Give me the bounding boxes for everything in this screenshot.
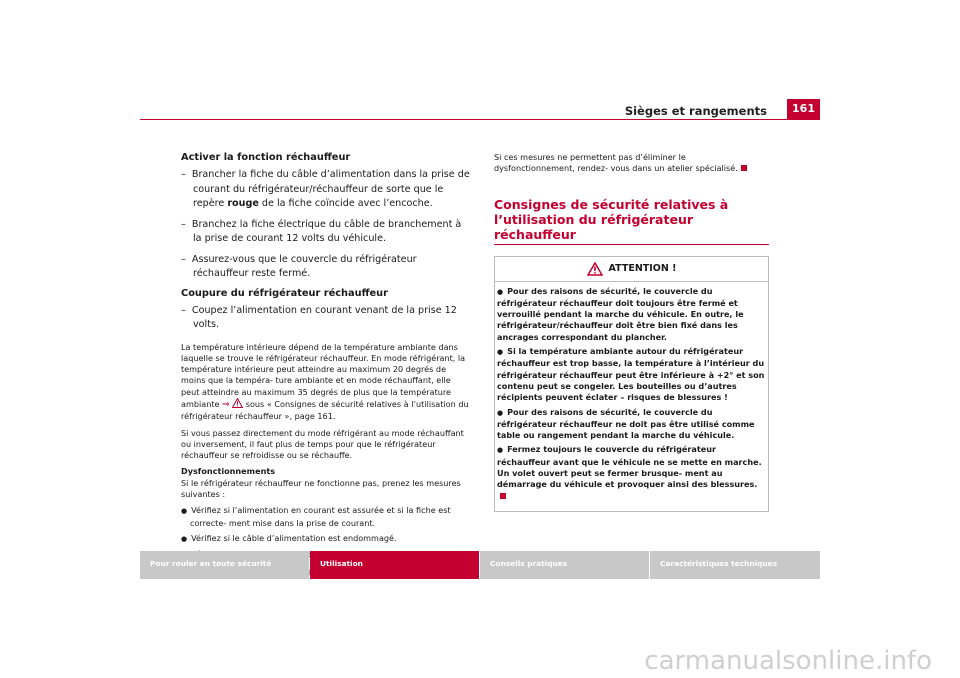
- warning-item: ● Fermez toujours le couvercle du réfrigérateur réchauffeur avant que le véhicule ne se mette en marche. Un volet ouvert peut se fermer brusque- ment au démarrage du véhicule et provoquer ainsi des blessures.: [497, 444, 766, 501]
- warning-triangle-icon: [587, 262, 603, 276]
- step-plug-12v: – Branchez la fiche électrique du câble de branchement à la prise de courant 12 volts du véhicule.: [181, 218, 462, 244]
- note-mode-switch: Si vous passez directement du mode réfrigérant au mode réchauffant ou inversement, il faut plus de temps pour que le réfrigérateur réchauffeur se refroidisse ou se réchauffe.: [181, 427, 464, 461]
- heading-malfunctions: Dysfonctionnements: [181, 466, 276, 477]
- page-header-title: Sièges et rangements: [624, 104, 767, 118]
- warning-triangle-icon: [232, 398, 243, 408]
- section-divider: [494, 244, 769, 245]
- list-item: ● Vérifiez si le câble d’alimentation est endommagé.: [181, 533, 471, 545]
- warning-header: [495, 257, 768, 282]
- watermark: carmanualsonline.info: [644, 646, 932, 676]
- warning-box: [494, 256, 769, 512]
- warning-item: ● Si la température ambiante autour du réfrigérateur réchauffeur est trop basse, la température à l’intérieur du réfrigérateur réchauffeur peut être inférieure à +2° et son contenu peut se congeler. Les bouteilles ou d’autres récipients peuvent éclater – risques de blessures !: [497, 346, 766, 403]
- step-lid-closed: – Assurez-vous que le couvercle du réfrigérateur réchauffeur reste fermé.: [181, 253, 417, 279]
- warning-item: ● Pour des raisons de sécurité, le couvercle du réfrigérateur réchauffeur ne doit pas être utilisé comme table ou rangement pendant la marche du véhicule.: [497, 407, 766, 442]
- note-workshop: Si ces mesures ne permettent pas d’éliminer le dysfonctionnement, rendez- vous dans un atelier spécialisé.: [494, 152, 769, 175]
- heading-activate-heater: Activer la fonction réchauffeur: [181, 152, 351, 163]
- warning-title: ATTENTION !: [608, 263, 677, 275]
- footer-tab-usage[interactable]: Utilisation: [310, 551, 479, 579]
- warning-item: ● Pour des raisons de sécurité, le couvercle du réfrigérateur réchauffeur doit toujours être fermé et verrouillé pendant la marche du véhicule. En outre, le réfrigérateur/réchauffeur doit être bien fixé dans les ancrages correspondant du plancher.: [497, 286, 766, 343]
- arrow-right-icon: ⇒: [222, 399, 230, 410]
- footer-tab-specs[interactable]: Caractéristiques techniques: [650, 551, 820, 579]
- section-title: Consignes de sécurité relatives à l’utilisation du réfrigérateur réchauffeur: [494, 196, 729, 242]
- left-column: [181, 152, 471, 582]
- end-square-icon: [741, 165, 747, 171]
- footer-tab-safety[interactable]: Pour rouler en toute sécurité: [140, 551, 309, 579]
- header-divider: [140, 119, 820, 120]
- heading-switch-off: Coupure du réfrigérateur réchauffeur: [181, 287, 388, 299]
- footer-tab-tips[interactable]: Conseils pratiques: [480, 551, 649, 579]
- step-plug-cable: – Brancher la fiche du câble d’alimentation dans la prise de courant du réfrigérateur/réchauffeur de sorte que le repère rouge de la fiche coïncide avec l’encoche.: [181, 169, 470, 209]
- end-square-icon: [500, 493, 506, 499]
- list-item: ● Vérifiez si l’alimentation en courant est assurée et si la fiche est correcte- ment mise dans la prise de courant.: [181, 505, 471, 529]
- note-temperature: La température intérieure dépend de la température ambiante dans laquelle se trouve le réfrigérateur réchauffeur. En mode réfrigérant, la température intérieure peut atteindre au maximum 20 degrés de moins que la tempéra- ture ambiante et en mode réchauffant, elle peut atteindre au maximum 35 degrés de plus que la température ambiante ⇒ sous « Consignes de sécurité relatives à l’utilisation du réfrigérateur réchauffeur », page 161.: [181, 341, 469, 422]
- page-number: 161: [787, 99, 820, 119]
- step-cut-power: – Coupez l’alimentation en courant venant de la prise 12 volts.: [181, 304, 457, 330]
- note-malfunctions: Si le réfrigérateur réchauffeur ne fonctionne pas, prenez les mesures suivantes :: [181, 477, 461, 500]
- right-column: [494, 152, 769, 512]
